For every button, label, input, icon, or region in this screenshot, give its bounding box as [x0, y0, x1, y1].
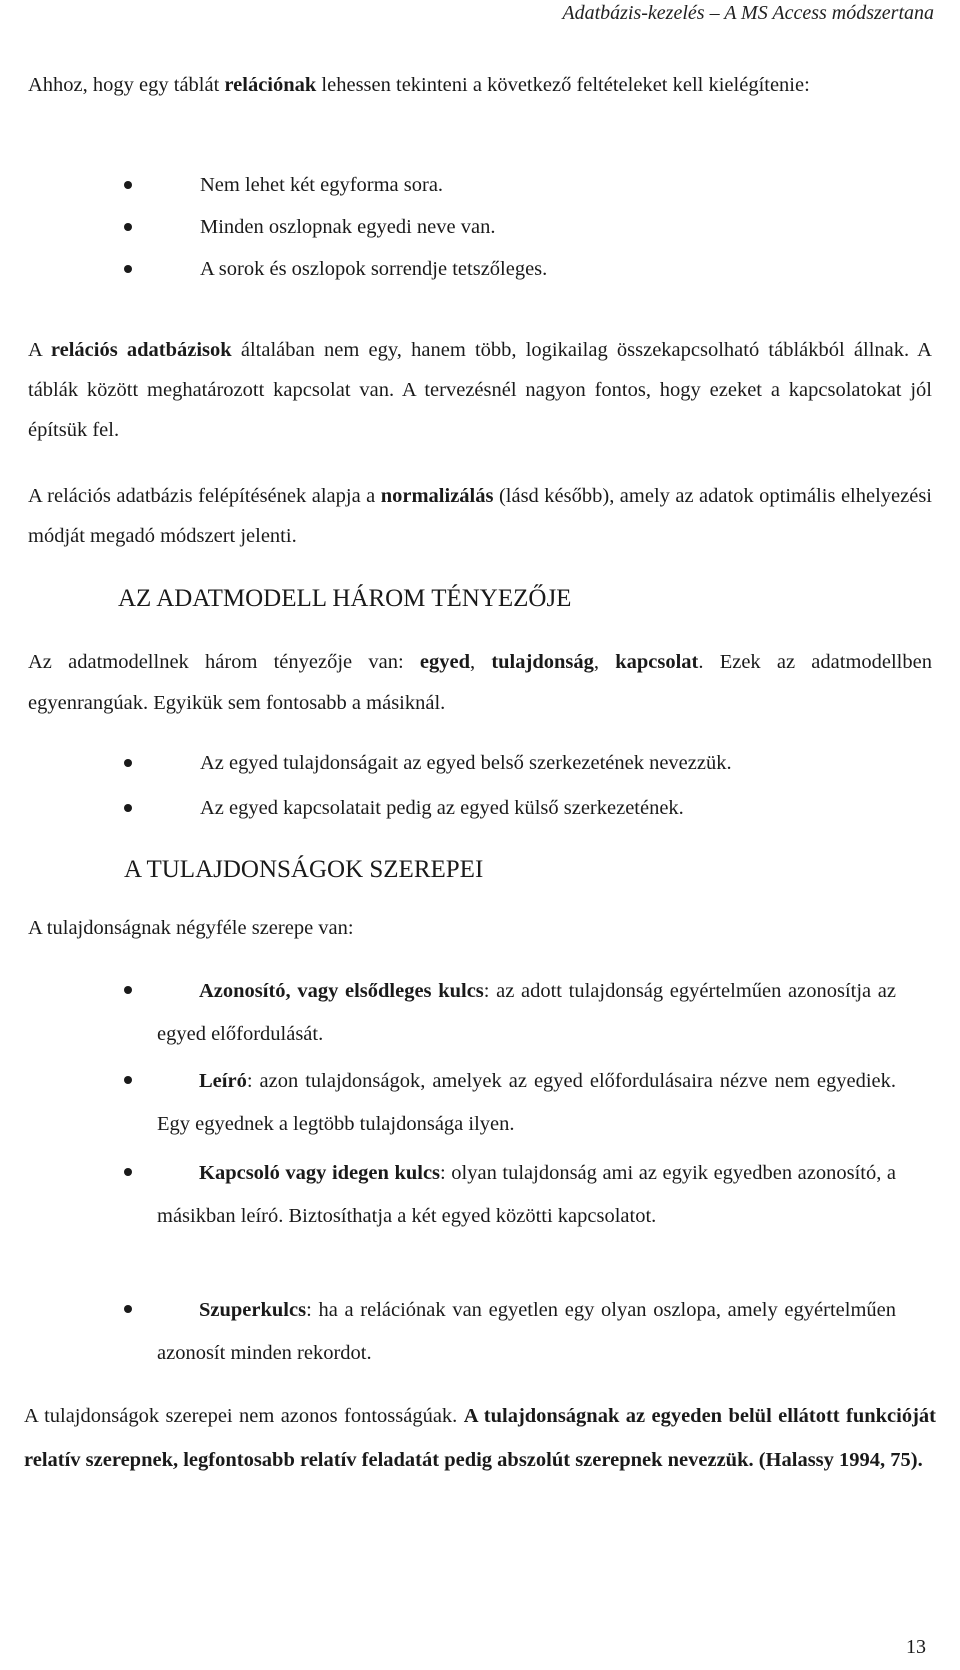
- text-run: lehessen tekinteni a következő feltételeket kell kielégítenie:: [316, 74, 810, 96]
- paragraph-roles-intro: A tulajdonságnak négyféle szerepe van:: [28, 917, 354, 939]
- bullet-icon: [124, 759, 132, 767]
- bold-term: Szuperkulcs: [199, 1299, 307, 1321]
- bullet-icon: [124, 223, 132, 231]
- bold-sentence: A tulajdonságnak az egyeden belül ellátott funkcióját relatív szerepnek, legfontosabb relatív feladatát pedig abszolút szerepnek nevezzük. (Halassy 1994, 75).: [24, 1405, 936, 1471]
- bullet-icon: [124, 804, 132, 812]
- text-run: Az adatmodellnek három tényezője van:: [28, 651, 420, 673]
- text-run: : az adott tulajdonság egyértelműen azonosítja az egyed előfordulását.: [157, 980, 896, 1045]
- bullet-icon: [124, 265, 132, 273]
- list-item-text: [157, 1289, 896, 1375]
- text-run: A relációs adatbázis felépítésének alapja a: [28, 485, 381, 507]
- bold-term: Azonosító, vagy elsődleges kulcs: [199, 980, 484, 1002]
- text-run: ,: [469, 651, 492, 673]
- list-item-text: Minden oszlopnak egyedi neve van.: [200, 216, 496, 238]
- bullet-icon: [124, 986, 132, 994]
- paragraph-role-importance: [24, 1394, 936, 1482]
- text-run: (lásd később), amely az adatok optimális elhelyezési módját megadó módszert jelenti.: [28, 485, 933, 547]
- list-item-text: Az egyed tulajdonságait az egyed belső szerkezetének nevezzük.: [200, 752, 732, 774]
- list-item-text: [157, 1152, 896, 1238]
- bold-term: relációnak: [224, 74, 317, 96]
- text-run: . Ezek az adatmodellben egyenrangúak. Egyikük sem fontosabb a másiknál.: [28, 651, 932, 714]
- bullet-icon: [124, 181, 132, 189]
- running-header: Adatbázis-kezelés – A MS Access módszertana: [562, 2, 934, 24]
- bullet-icon: [124, 1305, 132, 1313]
- text-run: általában nem egy, hanem több, logikailag összekapcsolható táblákból állnak. A táblák között meghatározott kapcsolat van. A tervezésnél nagyon fontos, hogy ezeket a kapcsolatokat jól építsük fel.: [28, 339, 932, 441]
- bold-term: Kapcsoló vagy idegen kulcs: [199, 1162, 441, 1184]
- paragraph-relational-databases: [28, 330, 932, 450]
- paragraph-normalization: [28, 476, 932, 556]
- text-run: : olyan tulajdonság ami az egyik egyedben azonosító, a másikban leíró. Biztosíthatja a két egyed közötti kapcsolatot.: [157, 1162, 897, 1227]
- list-item-text: Az egyed kapcsolatait pedig az egyed külső szerkezetének.: [200, 797, 684, 819]
- text-run: : ha a relációnak van egyetlen egy olyan oszlopa, amely egyértelműen azonosít minden rekordot.: [157, 1299, 896, 1364]
- bold-term: relációs adatbázisok: [50, 339, 232, 361]
- text-run: Ahhoz, hogy egy táblát: [28, 74, 225, 96]
- section-heading: A TULAJDONSÁGOK SZEREPEI: [124, 856, 484, 883]
- bold-term: normalizálás: [380, 485, 494, 507]
- bullet-icon: [124, 1168, 132, 1176]
- bold-term: egyed: [419, 651, 470, 673]
- bold-term: kapcsolat: [615, 651, 699, 673]
- text-run: A tulajdonságok szerepei nem azonos fontosságúak.: [24, 1405, 464, 1427]
- paragraph-data-model-factors: [28, 642, 932, 724]
- page-number: 13: [906, 1636, 926, 1658]
- text-run: A: [28, 339, 51, 361]
- list-item-text: [157, 1060, 896, 1146]
- paragraph-relation-conditions: [28, 66, 932, 105]
- bold-term: tulajdonság: [491, 651, 594, 673]
- bold-term: Leíró: [199, 1070, 247, 1092]
- list-item-text: A sorok és oszlopok sorrendje tetszőleges.: [200, 258, 548, 280]
- list-item-text: Nem lehet két egyforma sora.: [200, 174, 444, 196]
- text-run: : azon tulajdonságok, amelyek az egyed előfordulásaira nézve nem egyediek. Egy egyednek a legtöbb tulajdonsága ilyen.: [157, 1070, 896, 1135]
- bullet-icon: [124, 1076, 132, 1084]
- text-run: ,: [593, 651, 616, 673]
- list-item-text: [157, 970, 896, 1056]
- section-heading: AZ ADATMODELL HÁROM TÉNYEZŐJE: [118, 585, 572, 612]
